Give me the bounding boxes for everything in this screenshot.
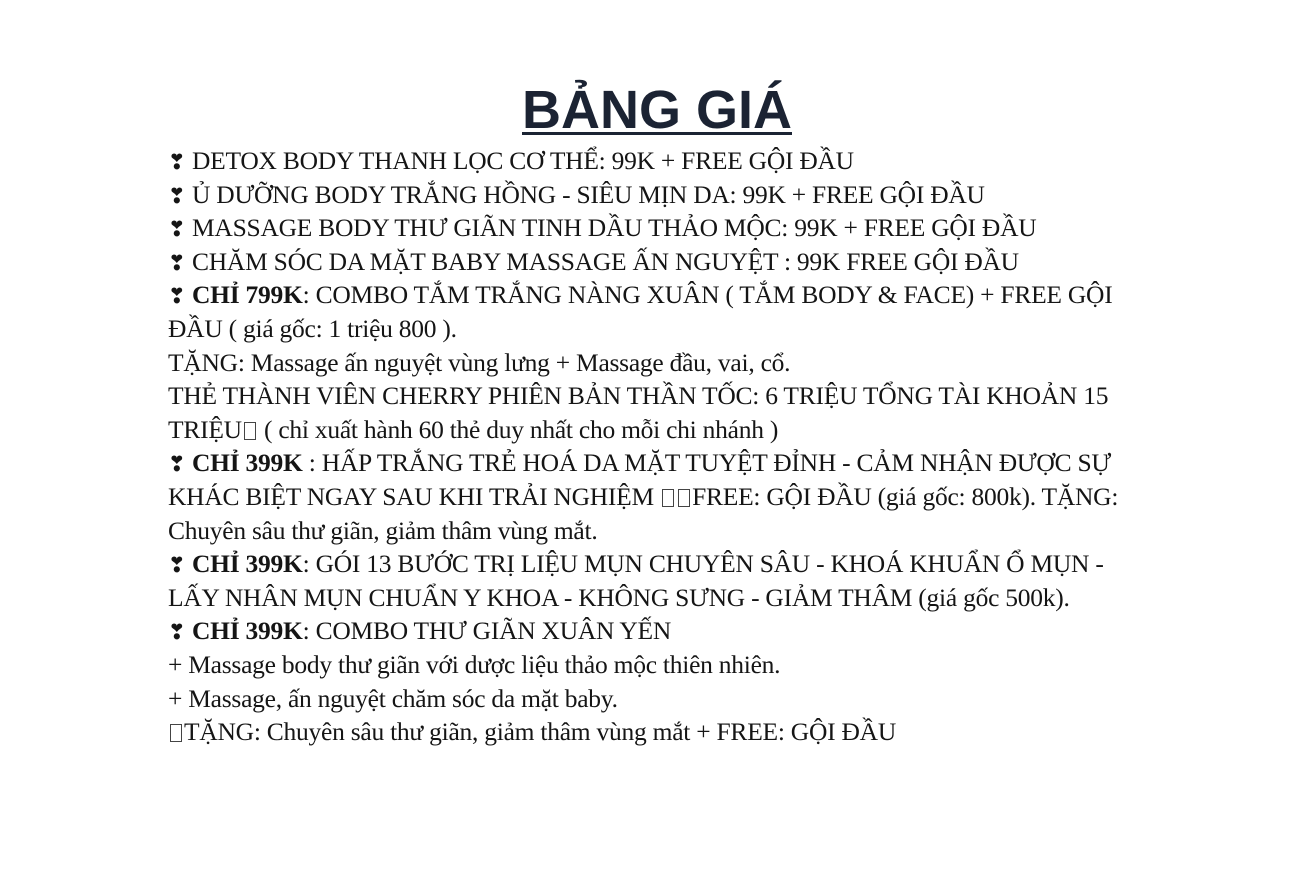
- item-text: Ủ DƯỠNG BODY TRẮNG HỒNG - SIÊU MỊN DA: 99K + FREE GỘI ĐẦU: [192, 179, 985, 209]
- list-item: [168, 144, 1153, 178]
- item-price: CHỈ 399K: [192, 549, 303, 579]
- item-note: [168, 715, 1153, 749]
- item-text: : HẤP TRẮNG TRẺ HOÁ DA MẶT TUYỆT ĐỈNH - CẢM NHẬN ĐƯỢC SỰ KHÁC BIỆT NGAY SAU KHI TRẢI NGHIỆM: [168, 448, 1111, 511]
- list-item: [168, 278, 1153, 345]
- page-title: [0, 80, 1305, 140]
- member-card-line: [168, 379, 1153, 446]
- item-note: TẶNG: Massage ấn nguyệt vùng lưng + Massage đầu, vai, cổ.: [168, 347, 791, 377]
- missing-glyph-icon: [678, 489, 690, 507]
- list-item: [168, 211, 1153, 245]
- item-price: CHỈ 799K: [192, 280, 303, 310]
- item-note: + Massage, ấn nguyệt chăm sóc da mặt baby.: [168, 683, 618, 713]
- item-note: + Massage body thư giãn với dược liệu thảo mộc thiên nhiên.: [168, 649, 781, 679]
- item-text: : COMBO THƯ GIÃN XUÂN YẾN: [302, 616, 672, 646]
- item-text: MASSAGE BODY THƯ GIÃN TINH DẦU THẢO MỘC: 99K + FREE GỘI ĐẦU: [192, 213, 1037, 243]
- item-text: DETOX BODY THANH LỌC CƠ THỂ: 99K + FREE GỘI ĐẦU: [192, 146, 854, 175]
- price-list: [168, 144, 1153, 749]
- list-item: [168, 446, 1153, 547]
- heart-bullet-icon: ❣: [168, 150, 186, 174]
- missing-glyph-icon: [662, 489, 674, 507]
- item-text-after: FREE: GỘI ĐẦU (giá gốc: 800k). TẶNG: Chuyên sâu thư giãn, giảm thâm vùng mắt.: [168, 481, 1119, 545]
- missing-glyph-icon: [170, 724, 182, 742]
- heart-bullet-icon: ❣: [168, 553, 186, 578]
- heart-bullet-icon: ❣: [168, 250, 186, 275]
- item-note-text: TẶNG: Chuyên sâu thư giãn, giảm thâm vùng mắt + FREE: GỘI ĐẦU: [184, 717, 896, 747]
- list-item: [168, 178, 1153, 212]
- page-title-text: BẢNG GIÁ: [522, 80, 792, 140]
- heart-bullet-icon: ❣: [168, 183, 186, 208]
- item-text: CHĂM SÓC DA MẶT BABY MASSAGE ẤN NGUYỆT : 99K FREE GỘI ĐẦU: [192, 246, 1019, 276]
- heart-bullet-icon: ❣: [168, 284, 186, 309]
- item-text: THẺ THÀNH VIÊN CHERRY PHIÊN BẢN THẦN TỐC: 6 TRIỆU TỔNG TÀI KHOẢN 15 TRIỆU: [168, 381, 1109, 444]
- heart-bullet-icon: ❣: [168, 620, 186, 645]
- item-text-after: ( chỉ xuất hành 60 thẻ duy nhất cho mỗi chi nhánh ): [257, 414, 779, 444]
- list-item: [168, 547, 1153, 614]
- item-text: : GÓI 13 BƯỚC TRỊ LIỆU MỤN CHUYÊN SÂU - KHOÁ KHUẨN Ổ MỤN - LẤY NHÂN MỤN CHUẨN Y KHOA - KHÔNG SƯNG - GIẢM THÂM (giá gốc 500k).: [168, 549, 1104, 612]
- heart-bullet-icon: ❣: [168, 217, 186, 242]
- list-item: [168, 614, 1153, 648]
- missing-glyph-icon: [244, 422, 256, 440]
- list-item: [168, 245, 1153, 279]
- item-price: CHỈ 399K: [192, 616, 303, 646]
- heart-bullet-icon: ❣: [168, 452, 186, 477]
- item-text: : COMBO TẮM TRẮNG NÀNG XUÂN ( TẮM BODY & FACE) + FREE GỘI ĐẦU ( giá gốc: 1 triệu 800 ).: [168, 280, 1113, 343]
- item-price: CHỈ 399K: [192, 448, 303, 478]
